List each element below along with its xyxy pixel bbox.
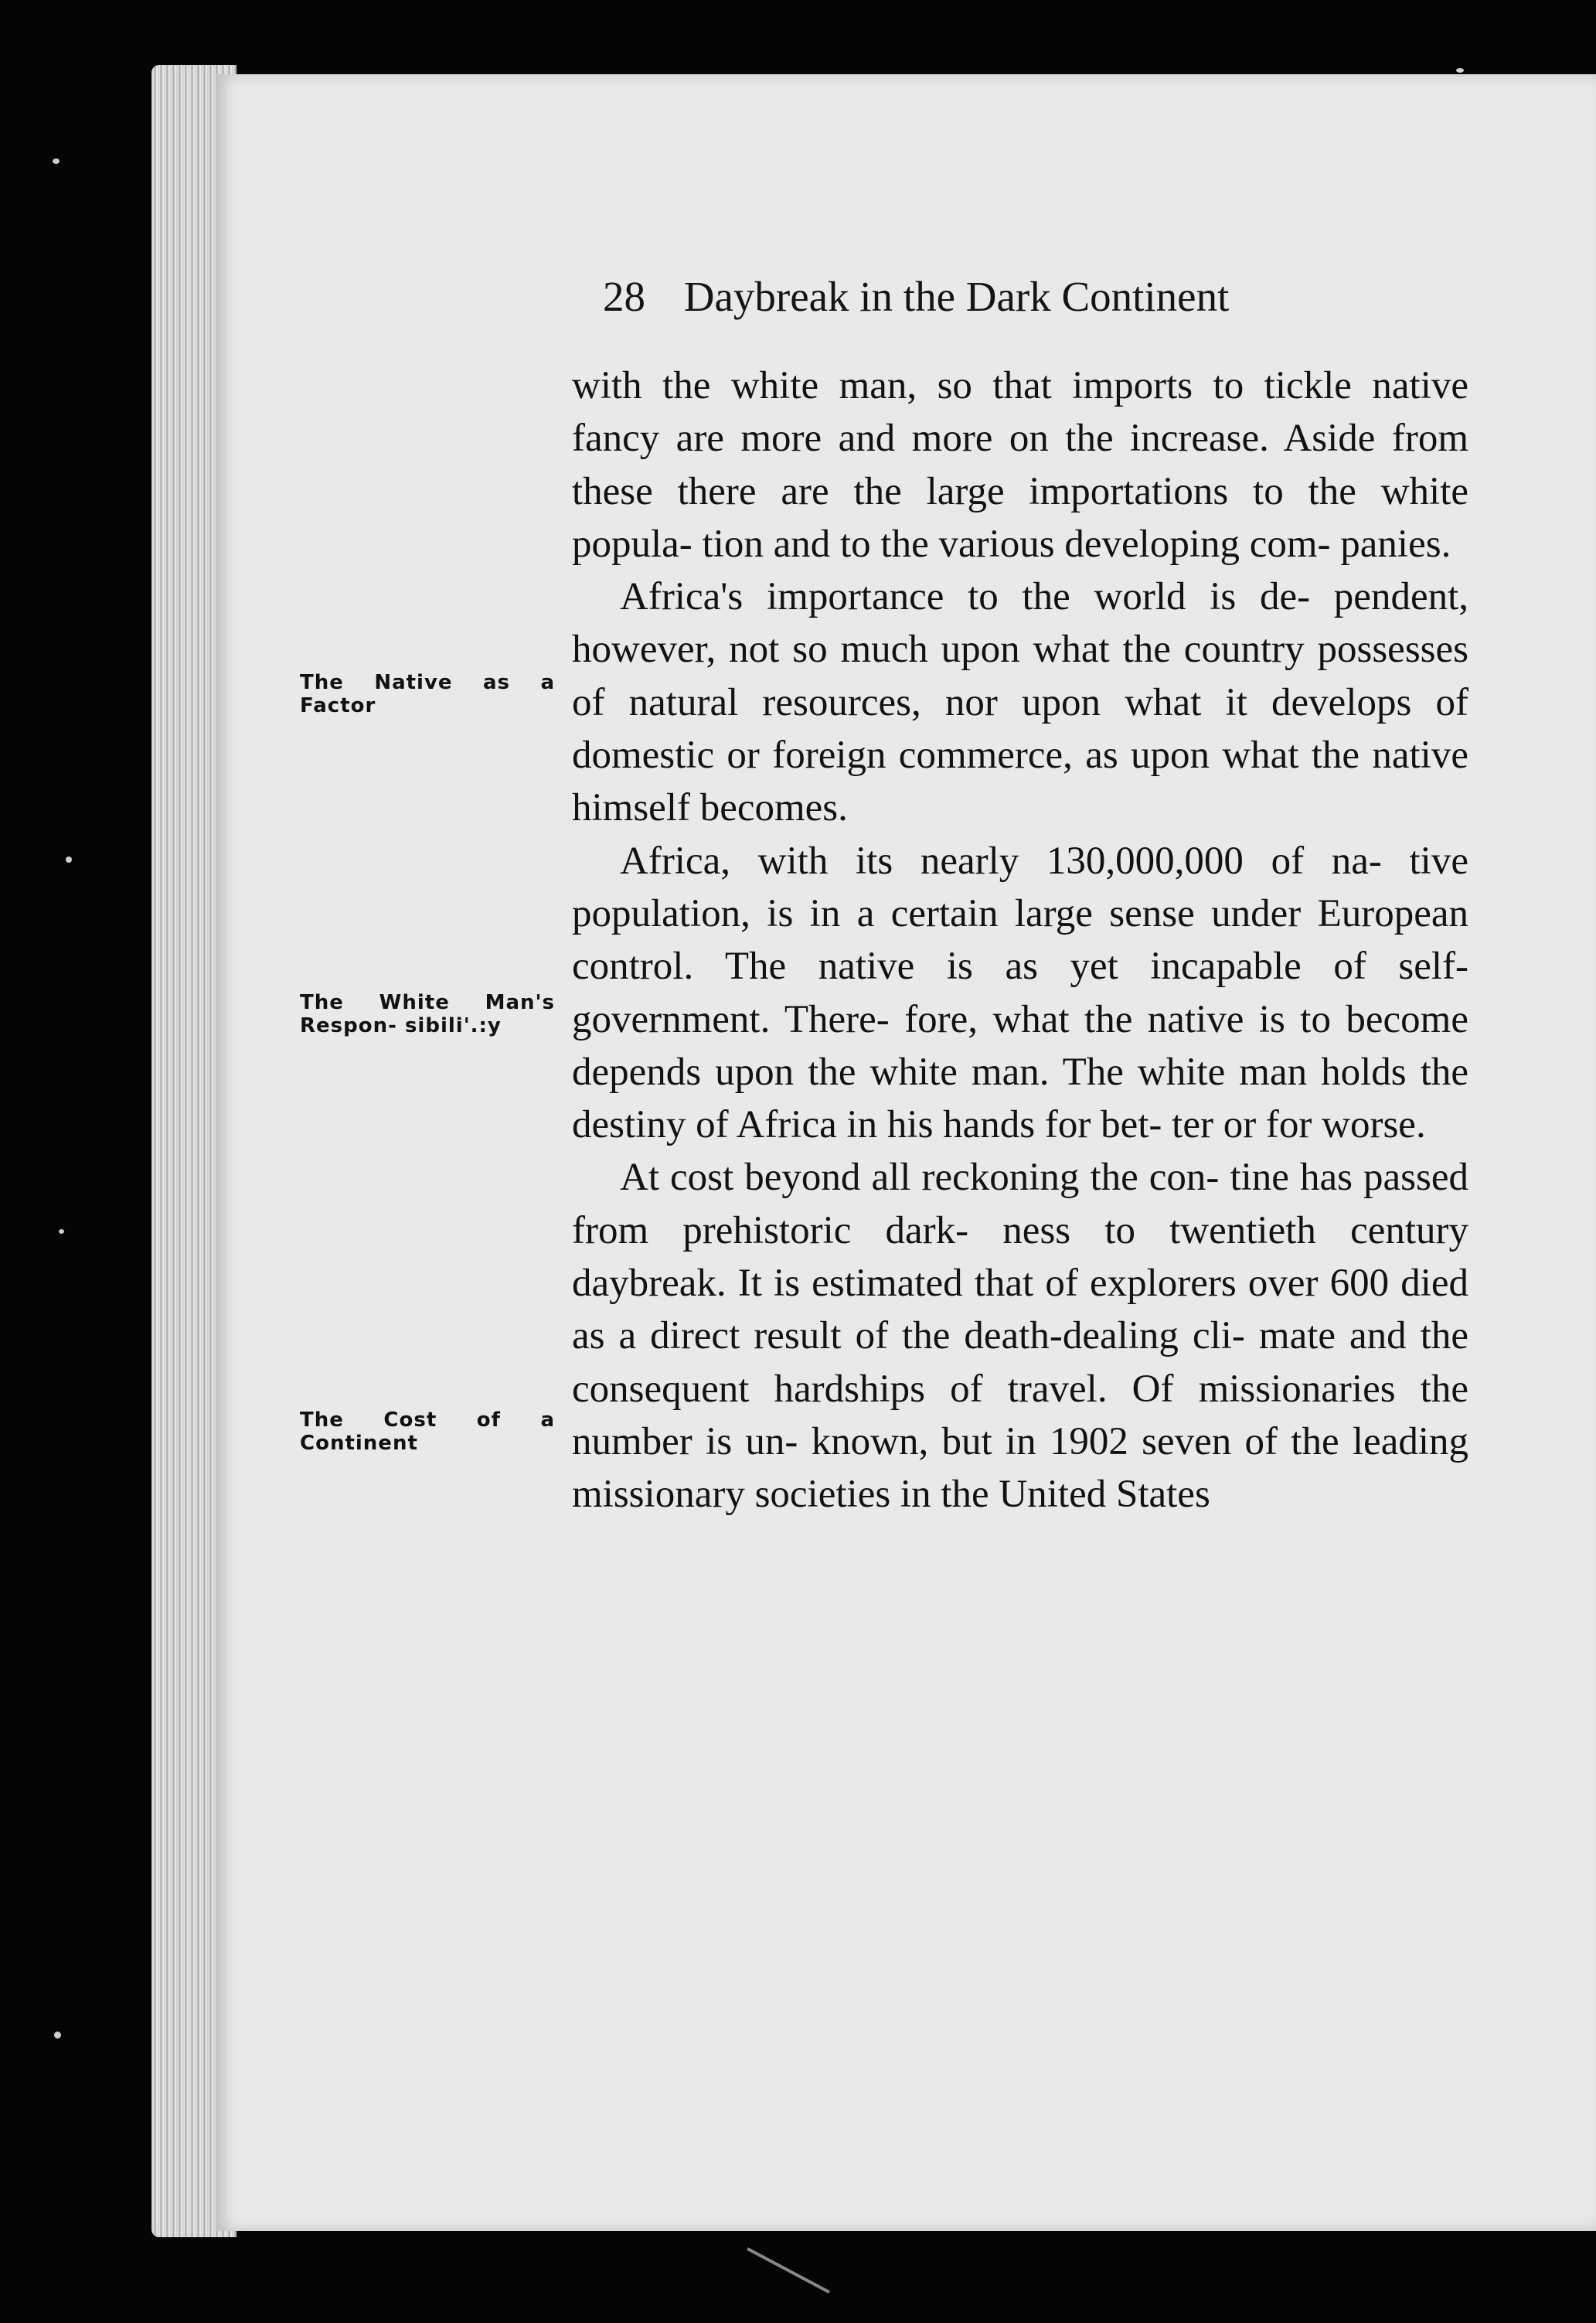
dust-speck — [59, 1229, 64, 1234]
dust-speck — [66, 857, 72, 863]
paragraph: At cost beyond all reckoning the con- tine has passed from prehistoric dark- ness to twentieth century daybreak. It is estimated that of explorers over 600 died as a direct result of the death-dealing cli- mate and the consequent hardships of travel. Of missionaries the number is un- known, but in 1902 seven of the leading missionary societies in the United States — [572, 1156, 1468, 1517]
paragraph: with the white man, so that imports to tickle native fancy are more and more on the increase. Aside from these there are the large importations to the white popula- tion and to the various developing com- panies. — [572, 364, 1468, 566]
paragraph: Africa, with its nearly 130,000,000 of na- tive population, is in a certain large sense under European control. The native is as yet incapable of self-government. There- fore, what the native is to become depends upon the white man. The white man holds the destiny of Africa in his hands for bet- ter or for worse. — [572, 839, 1468, 1147]
page-number: 28 — [603, 273, 645, 320]
paragraph: Africa's importance to the world is de- pendent, however, not so much upon what the country possesses of natural resources, nor upon what it develops of domestic or foreign commerce, as upon what the native himself becomes. — [572, 575, 1468, 830]
dust-speck — [53, 158, 60, 164]
sidenote-native-factor: The Native as a Factor — [300, 671, 555, 717]
sidenote-cost-of-continent: The Cost of a Continent — [300, 1408, 555, 1455]
page-tear-mark — [747, 2247, 830, 2294]
dust-speck — [1456, 68, 1464, 73]
running-head — [603, 272, 1229, 321]
sidenote-white-mans-responsibility: The White Man's Respon- sibili'.:y — [300, 991, 555, 1037]
book-title: Daybreak in the Dark Continent — [683, 273, 1230, 320]
body-text — [572, 359, 1468, 1521]
dust-speck — [54, 2032, 61, 2039]
